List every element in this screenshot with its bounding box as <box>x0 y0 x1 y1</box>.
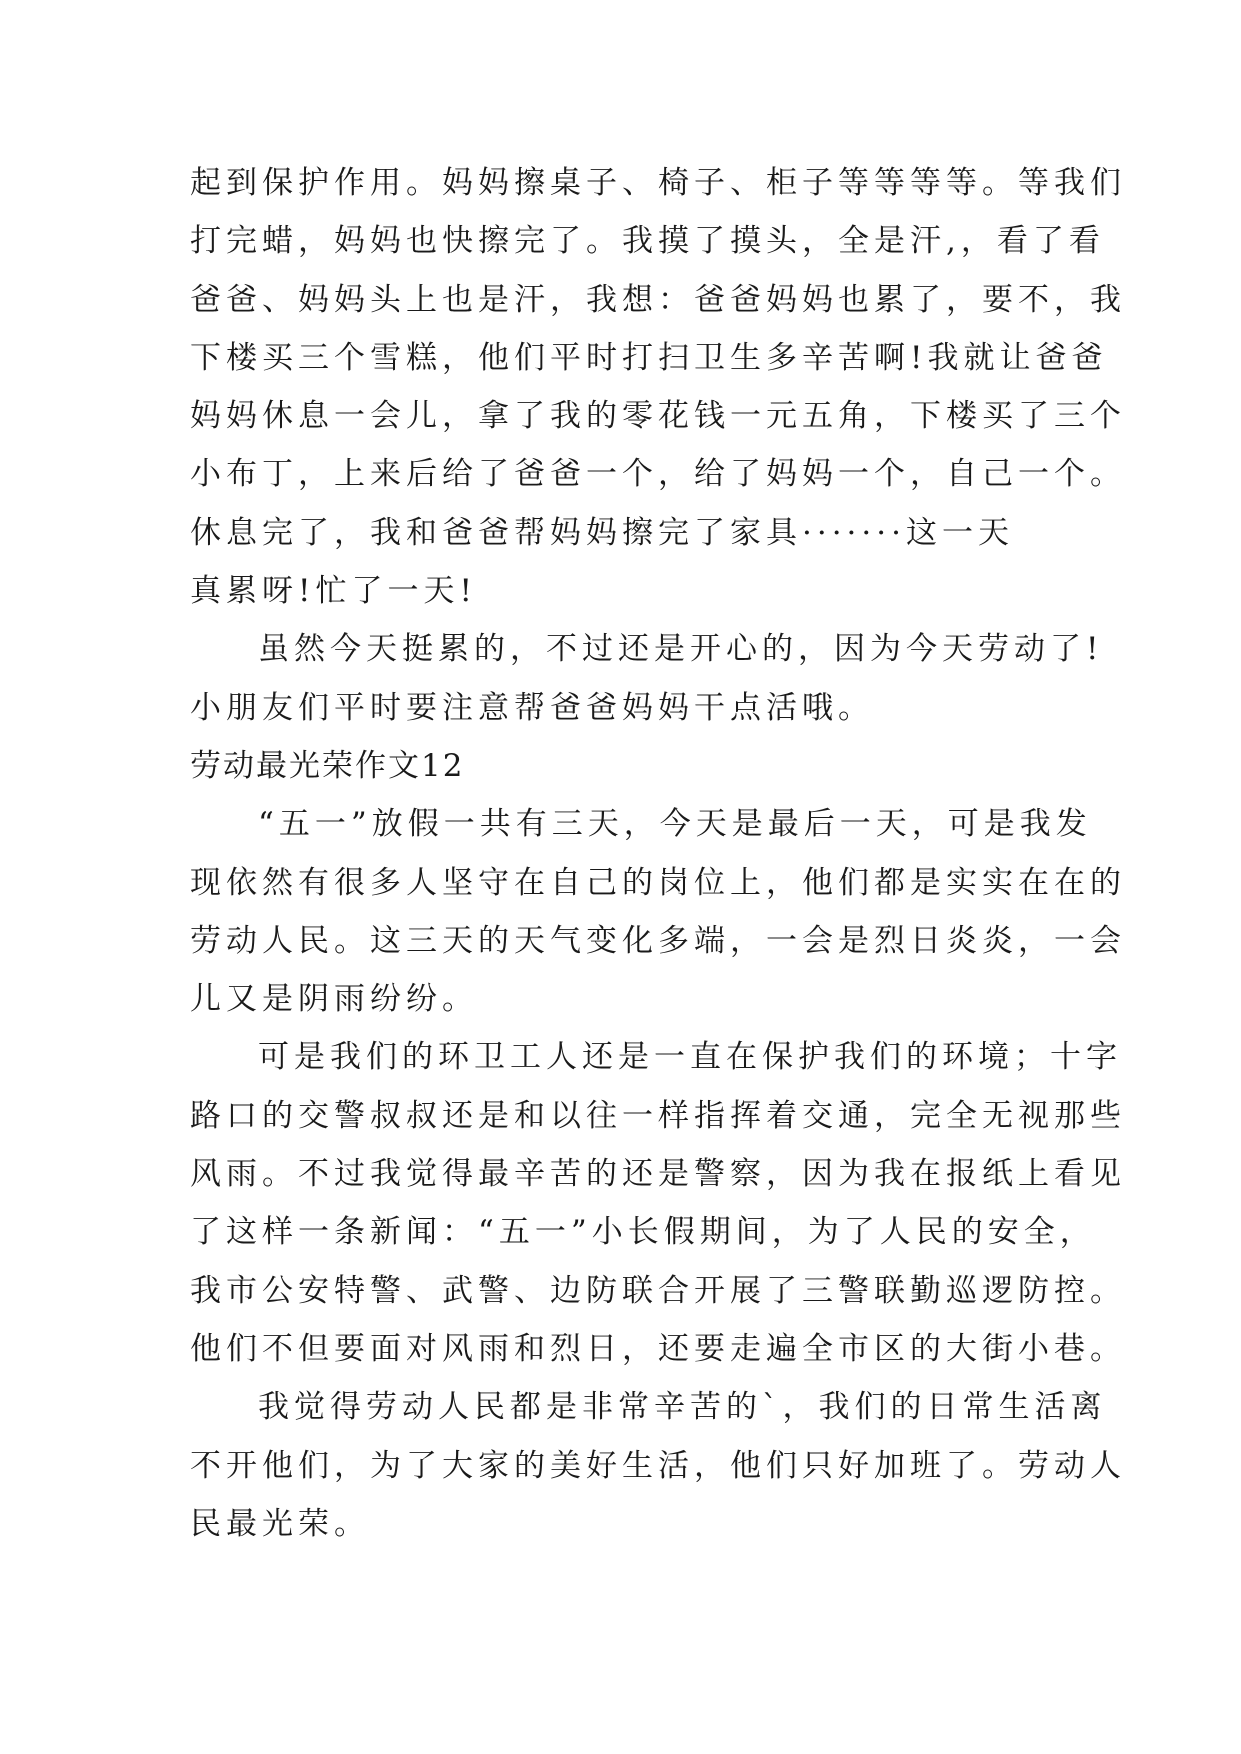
paragraph-1 <box>190 154 1126 620</box>
text-line: 路口的交警叔叔还是和以往一样指挥着交通，完全无视那些 <box>190 1097 1126 1134</box>
text-line: 小布丁，上来后给了爸爸一个，给了妈妈一个，自己一个。 <box>190 456 1126 493</box>
text-line: 民最光荣。 <box>190 1505 370 1542</box>
text-line: 打完蜡，妈妈也快擦完了。我摸了摸头，全是汗,，看了看 <box>190 223 1105 260</box>
text-line: 虽然今天挺累的，不过还是开心的，因为今天劳动了! <box>258 631 1104 668</box>
text-line: “五一”放假一共有三天，今天是最后一天，可是我发 <box>258 806 1092 843</box>
text-line: 现依然有很多人坚守在自己的岗位上，他们都是实实在在的 <box>190 864 1126 901</box>
text-line: 下楼买三个雪糕，他们平时打扫卫生多辛苦啊!我就让爸爸 <box>190 339 1108 376</box>
text-line: 风雨。不过我觉得最辛苦的还是警察，因为我在报纸上看见 <box>190 1156 1126 1193</box>
text-line: 他们不但要面对风雨和烈日，还要走遍全市区的大街小巷。 <box>190 1330 1126 1367</box>
text-line: 我觉得劳动人民都是非常辛苦的`，我们的日常生活离 <box>258 1389 1107 1426</box>
text-line: 劳动人民。这三天的天气变化多端，一会是烈日炎炎，一会 <box>190 922 1126 959</box>
text-line: 儿又是阴雨纷纷。 <box>190 981 478 1018</box>
paragraph-2 <box>190 620 1104 737</box>
text-line: 可是我们的环卫工人还是一直在保护我们的环境；十字 <box>258 1039 1122 1076</box>
paragraph-5 <box>190 1378 1126 1553</box>
paragraph-3 <box>190 795 1126 1028</box>
text-line: 小朋友们平时要注意帮爸爸妈妈干点活哦。 <box>190 689 874 726</box>
text-line: 了这样一条新闻：“五一”小长假期间，为了人民的安全， <box>190 1214 1096 1251</box>
text-line: 起到保护作用。妈妈擦桌子、椅子、柜子等等等等。等我们 <box>190 165 1126 201</box>
text-line: 不开他们，为了大家的美好生活，他们只好加班了。劳动人 <box>190 1447 1126 1484</box>
document-body <box>190 154 1126 1553</box>
text-line: 我市公安特警、武警、边防联合开展了三警联勤巡逻防控。 <box>190 1272 1126 1309</box>
text-line: 休息完了，我和爸爸帮妈妈擦完了家具·······这一天 <box>190 514 1014 551</box>
text-line: 妈妈休息一会儿，拿了我的零花钱一元五角，下楼买了三个 <box>190 398 1126 435</box>
text-line: 真累呀!忙了一天! <box>190 573 477 610</box>
text-line: 爸爸、妈妈头上也是汗，我想：爸爸妈妈也累了，要不，我 <box>190 281 1126 318</box>
section-heading: 劳动最光荣作文12 <box>190 747 465 784</box>
paragraph-4 <box>190 1028 1126 1378</box>
